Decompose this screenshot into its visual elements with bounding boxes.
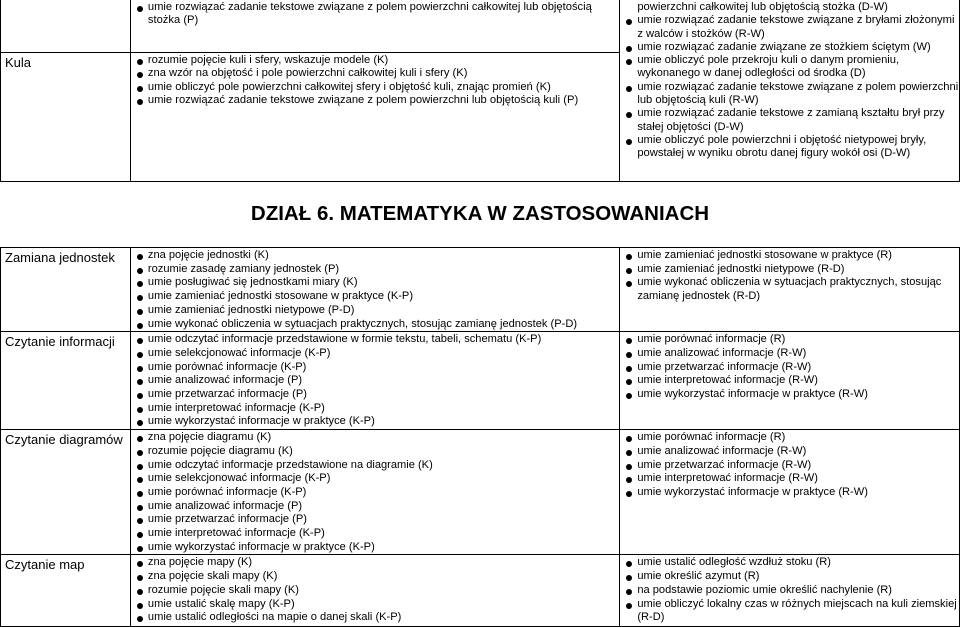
table-row [1,555,960,627]
list-item: umie zamieniać jednostki nietypowe (P-D) [137,304,619,318]
list-item: umie rozwiązać zadanie związane ze stożkiem ściętym (W) [626,41,959,54]
extended-requirements-cell [620,555,960,627]
list-item: umie selekcjonować informacje (K-P) [137,472,619,486]
list-item: umie zamieniać jednostki stosowane w praktyce (R) [626,249,959,263]
list-item: umie rozwiązać zadanie tekstowe związane z bryłami złożonymi z walców i stożków (R-W) [626,14,959,41]
list-item: umie przetwarzać informacje (R-W) [626,459,959,473]
extended-requirements-cell [620,0,960,182]
list-item: umie selekcjonować informacje (K-P) [137,347,619,361]
list-item: umie przetwarzać informacje (P) [137,388,619,402]
list-item: umie ustalić skalę mapy (K-P) [137,598,619,612]
list-item: umie analizować informacje (R-W) [626,445,959,459]
list-item: umie interpretować informacje (K-P) [137,527,619,541]
section-heading: DZIAŁ 6. MATEMATYKA W ZASTOSOWANIACH [250,202,710,225]
list-item: umie obliczyć pole przekroju kuli o danym promieniu, wykonanego w danej odległości od środka (D) [626,54,959,81]
list-item: umie odczytać informacje przedstawione na diagramie (K) [137,459,619,473]
list-item-continuation: powierzchni całkowitej lub objętością stożka (D-W) [637,1,888,13]
list-item: umie ustalić odległość wzdłuż stoku (R) [626,556,959,570]
list-item: zna pojęcie skali mapy (K) [137,570,619,584]
list-item: umie analizować informacje (P) [137,500,619,514]
list-item: rozumie zasadę zamiany jednostek (P) [137,263,619,277]
basic-requirements-cell [130,248,619,332]
topic-cell [1,0,131,53]
list-item: umie obliczyć lokalny czas w różnych miejscach na kuli ziemskiej (R-D) [626,598,959,625]
list-item: umie zamieniać jednostki stosowane w praktyce (K-P) [137,290,619,304]
list-item: zna wzór na objętość i pole powierzchni całkowitej kuli i sfery (K) [137,67,619,80]
list-item: zna pojęcie mapy (K) [137,556,619,570]
extended-requirements-cell [620,248,960,332]
list-item: umie wykorzystać informacje w praktyce (K-P) [137,541,619,555]
topic-cell: Kula [1,53,131,182]
list-item: umie zamieniać jednostki nietypowe (R-D) [626,263,959,277]
list-item: umie porównać informacje (K-P) [137,486,619,500]
list-item: umie rozwiązać zadanie tekstowe związane z polem powierzchni całkowitej lub objętością stożka (P) [137,1,619,28]
list-item: umie analizować informacje (P) [137,374,619,388]
topic-cell: Czytanie informacji [1,332,131,430]
list-item: rozumie pojęcie skali mapy (K) [137,584,619,598]
list-item: umie porównać informacje (R) [626,431,959,445]
list-item: rozumie pojęcie kuli i sfery, wskazuje modele (K) [137,54,619,67]
extended-requirements-cell [620,430,960,555]
list-item: umie posługiwać się jednostkami miary (K) [137,276,619,290]
basic-requirements-cell [130,430,619,555]
list-item: umie przetwarzać informacje (P) [137,513,619,527]
list-item: na podstawie poziomic umie określić nachylenie (R) [626,584,959,598]
list-item: umie obliczyć pole powierzchni i objętość nietypowej bryły, powstałej w wyniku obrotu danej figury wokół osi (D-W) [626,134,959,161]
list-item: umie wykorzystać informacje w praktyce (K-P) [137,415,619,429]
list-item: rozumie pojęcie diagramu (K) [137,445,619,459]
criteria-table-applications [0,247,960,627]
table-row [1,430,960,555]
extended-requirements-cell [620,332,960,430]
list-item: umie porównać informacje (R) [626,333,959,347]
criteria-table-solids [0,0,960,182]
list-item: umie rozwiązać zadanie tekstowe związane z polem powierzchni lub objętością kuli (P) [137,94,619,107]
topic-cell: Czytanie diagramów [1,430,131,555]
list-item: zna pojęcie jednostki (K) [137,249,619,263]
table-row [1,0,960,53]
list-item: umie analizować informacje (R-W) [626,347,959,361]
list-item: umie porównać informacje (K-P) [137,361,619,375]
list-item: umie odczytać informacje przedstawione w formie tekstu, tabeli, schematu (K-P) [137,333,619,347]
basic-requirements-cell [130,53,619,182]
list-item: umie obliczyć pole powierzchni całkowitej sfery i objętość kuli, znając promień (K) [137,81,619,94]
list-item: umie wykonać obliczenia w sytuacjach praktycznych, stosując zamianę jednostek (R-D) [626,276,959,303]
list-item: umie interpretować informacje (R-W) [626,374,959,388]
list-item: umie wykonać obliczenia w sytuacjach praktycznych, stosując zamianę jednostek (P-D) [137,318,619,332]
table-row [1,248,960,332]
list-item: umie określić azymut (R) [626,570,959,584]
list-item: umie wykorzystać informacje w praktyce (R-W) [626,388,959,402]
list-item: umie rozwiązać zadanie tekstowe z zamianą kształtu brył przy stałej objętości (D-W) [626,107,959,134]
list-item: umie interpretować informacje (R-W) [626,472,959,486]
basic-requirements-cell [130,0,619,53]
list-item: umie rozwiązać zadanie tekstowe związane z polem powierzchni lub objętością kuli (R-W) [626,81,959,108]
list-item: umie interpretować informacje (K-P) [137,402,619,416]
list-item: umie ustalić odległości na mapie o danej skali (K-P) [137,611,619,625]
list-item: zna pojęcie diagramu (K) [137,431,619,445]
topic-cell: Zamiana jednostek [1,248,131,332]
list-item: umie wykorzystać informacje w praktyce (R-W) [626,486,959,500]
basic-requirements-cell [130,555,619,627]
topic-cell: Czytanie map [1,555,131,627]
basic-requirements-cell [130,332,619,430]
table-row [1,332,960,430]
list-item: umie przetwarzać informacje (R-W) [626,361,959,375]
